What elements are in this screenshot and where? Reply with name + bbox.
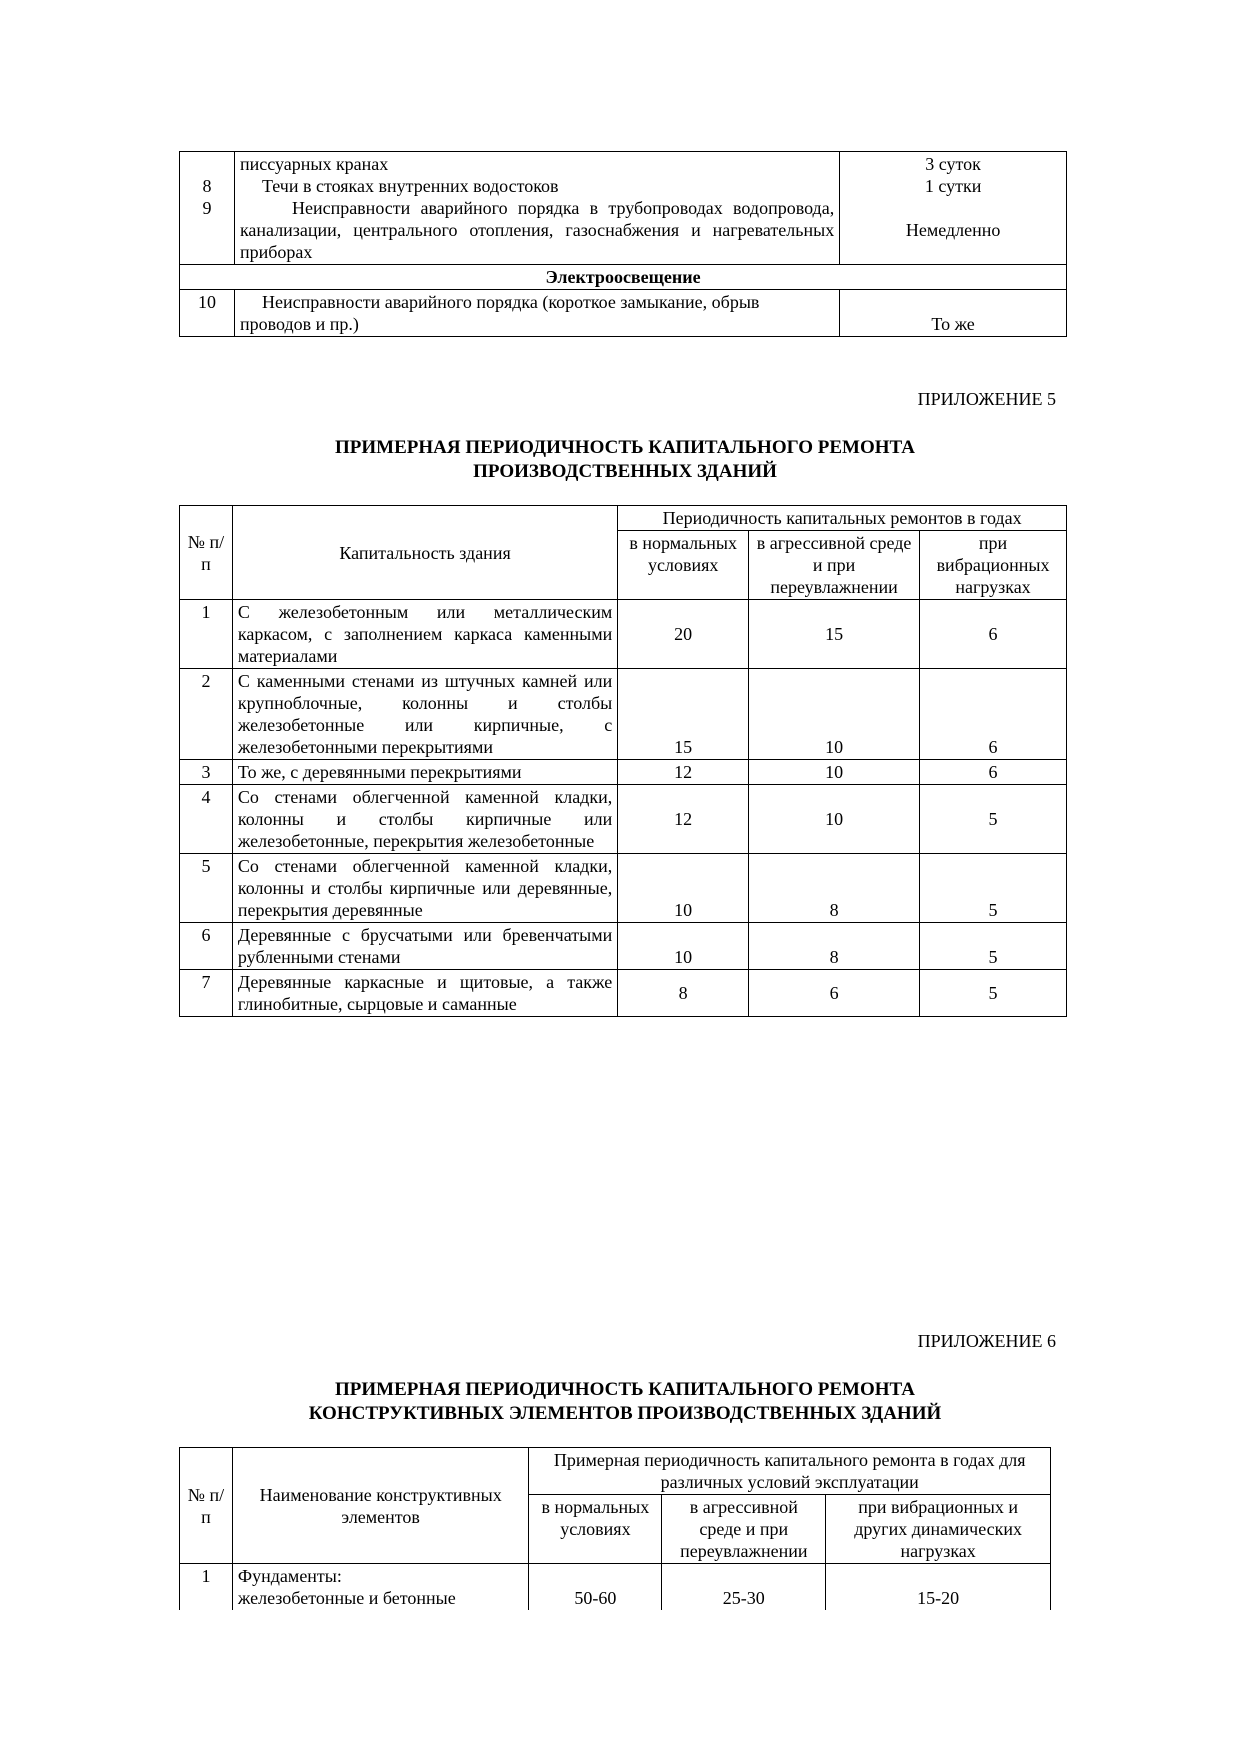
row-terms (840, 152, 1067, 265)
table-row (180, 152, 1067, 265)
title-line: ПРИМЕРНАЯ ПЕРИОДИЧНОСТЬ КАПИТАЛЬНОГО РЕМОНТА (335, 1379, 915, 1400)
table-row (180, 785, 1067, 854)
defect-text: Неисправности аварийного порядка в трубопроводах водопровода, канализации, центрального отопления, газоснабжения и нагревательных приборах (239, 198, 835, 262)
defect-text: писсуарных кранах (239, 154, 389, 174)
header-normal: в нормальных условиях (529, 1495, 662, 1564)
header-normal: в нормальных условиях (618, 531, 749, 600)
value-normal: 15 (618, 669, 749, 760)
row-name-line: железобетонные и бетонные (237, 1588, 456, 1608)
row-name-line: Фундаменты: (237, 1566, 342, 1586)
row-num: 7 (180, 970, 233, 1017)
header-name: Наименование конструктивных элементов (232, 1448, 529, 1564)
table-row (180, 290, 1067, 337)
row-name: Со стенами облегченной каменной кладки, колонны и столбы кирпичные или деревянные, перекрытия деревянные (232, 854, 617, 923)
row-name: Деревянные с брусчатыми или бревенчатыми рубленными стенами (232, 923, 617, 970)
header-num: № п/п (180, 1448, 233, 1564)
value-aggressive: 25-30 (662, 1564, 826, 1611)
title-line: КОНСТРУКТИВНЫХ ЭЛЕМЕНТОВ ПРОИЗВОДСТВЕННЫХ ЗДАНИЙ (308, 1403, 942, 1424)
row-name: Со стенами облегченной каменной кладки, колонны и столбы кирпичные или железобетонные, перекрытия железобетонные (232, 785, 617, 854)
value-aggressive: 10 (749, 785, 920, 854)
table-row (180, 923, 1067, 970)
value-vibration: 5 (920, 923, 1067, 970)
table-row (180, 600, 1067, 669)
term-value: 3 суток (925, 154, 981, 174)
header-vibration: при вибрационных нагрузках (920, 531, 1067, 600)
row-name: С железобетонным или металлическим каркасом, с заполнением каркаса каменными материалами (232, 600, 617, 669)
value-vibration: 6 (920, 669, 1067, 760)
header-aggressive: в агрессивной среде и при переувлажнении (662, 1495, 826, 1564)
value-normal: 12 (618, 785, 749, 854)
table-row (180, 760, 1067, 785)
header-row (180, 506, 1067, 531)
appendix-5-title (180, 436, 1070, 484)
row-texts (234, 152, 839, 265)
header-row (180, 1448, 1051, 1495)
row-name: Деревянные каркасные и щитовые, а также глинобитные, сырцовые и саманные (232, 970, 617, 1017)
value-aggressive: 10 (749, 669, 920, 760)
table-row (180, 970, 1067, 1017)
row-num: 4 (180, 785, 233, 854)
defect-text: Течи в стояках внутренних водостоков (261, 176, 559, 196)
row-num-10: 10 (180, 290, 235, 337)
value-normal: 8 (618, 970, 749, 1017)
header-name: Капитальность здания (232, 506, 617, 600)
header-num: № п/п (180, 506, 233, 600)
term-value: 1 сутки (924, 176, 982, 196)
appendix-6-label: ПРИЛОЖЕНИЕ 6 (917, 1331, 1056, 1351)
value-normal: 50-60 (529, 1564, 662, 1611)
row-num: 6 (180, 923, 233, 970)
header-group: Периодичность капитальных ремонтов в годах (618, 506, 1067, 531)
row-num: 3 (180, 760, 233, 785)
row-numbers (180, 152, 235, 265)
table-row (180, 1564, 1051, 1611)
value-vibration: 15-20 (826, 1564, 1051, 1611)
value-normal: 10 (618, 854, 749, 923)
section-title: Электроосвещение (180, 265, 1067, 290)
row-num: 1 (180, 1564, 233, 1611)
value-vibration: 6 (920, 600, 1067, 669)
title-line: ПРИМЕРНАЯ ПЕРИОДИЧНОСТЬ КАПИТАЛЬНОГО РЕМОНТА (335, 437, 915, 458)
table-defects (179, 151, 1067, 337)
value-aggressive: 10 (749, 760, 920, 785)
row-num-9: 9 (202, 198, 212, 218)
row-name (232, 1564, 529, 1611)
title-line: ПРОИЗВОДСТВЕННЫХ ЗДАНИЙ (473, 461, 777, 482)
value-aggressive: 15 (749, 600, 920, 669)
row-num: 2 (180, 669, 233, 760)
value-aggressive: 8 (749, 854, 920, 923)
section-row (180, 265, 1067, 290)
table-row (180, 854, 1067, 923)
table-building-repair-periods (179, 505, 1067, 1017)
value-normal: 12 (618, 760, 749, 785)
table-element-repair-periods (179, 1447, 1051, 1610)
term-value: То же (840, 290, 1067, 337)
row-num: 5 (180, 854, 233, 923)
row-num: 1 (180, 600, 233, 669)
header-aggressive: в агрессивной среде и при переувлажнении (749, 531, 920, 600)
value-normal: 10 (618, 923, 749, 970)
value-aggressive: 6 (749, 970, 920, 1017)
value-normal: 20 (618, 600, 749, 669)
appendix-5-label: ПРИЛОЖЕНИЕ 5 (917, 389, 1056, 409)
header-vibration: при вибрационных и других динамических нагрузках (826, 1495, 1051, 1564)
term-value: Немедленно (905, 220, 1001, 240)
table-row (180, 669, 1067, 760)
row-name: С каменными стенами из штучных камней или крупноблочные, колонны и столбы железобетонные или кирпичные, с железобетонными перекрытиями (232, 669, 617, 760)
value-vibration: 5 (920, 854, 1067, 923)
value-vibration: 5 (920, 970, 1067, 1017)
header-group: Примерная периодичность капитального ремонта в годах для различных условий эксплуатации (529, 1448, 1051, 1495)
defect-text: Неисправности аварийного порядка (короткое замыкание, обрыв проводов и пр.) (234, 290, 839, 337)
value-vibration: 6 (920, 760, 1067, 785)
row-name: То же, с деревянными перекрытиями (232, 760, 617, 785)
value-vibration: 5 (920, 785, 1067, 854)
row-num-8: 8 (202, 176, 212, 196)
appendix-6-title (180, 1378, 1070, 1426)
value-aggressive: 8 (749, 923, 920, 970)
